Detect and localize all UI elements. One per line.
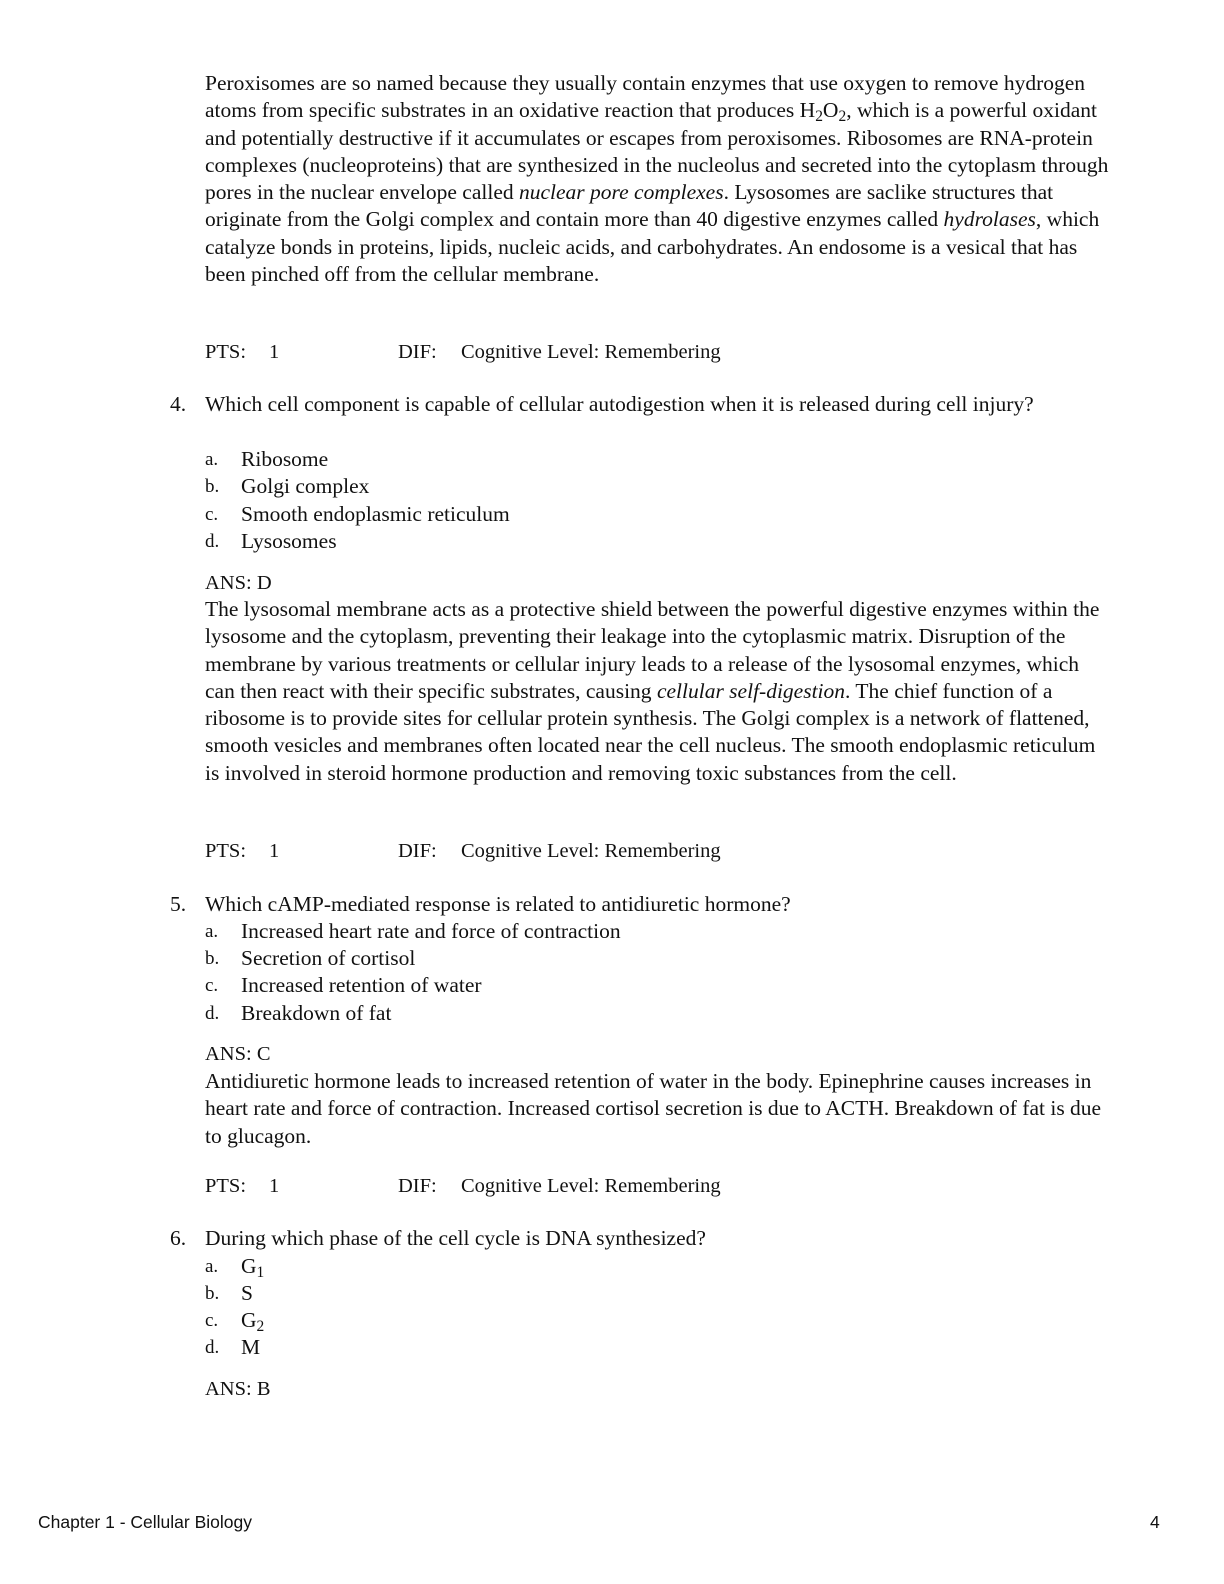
option-text: Secretion of cortisol: [241, 946, 416, 970]
dif-value: Cognitive Level: Remembering: [461, 341, 721, 363]
question-text: Which cAMP-mediated response is related to antidiuretic hormone?: [205, 892, 791, 916]
option-letter: c.: [205, 1310, 219, 1331]
intro-emphasis-2: hydrolases: [943, 207, 1036, 232]
option-text: [241, 1307, 264, 1334]
pts-value: 1: [269, 341, 280, 363]
pts-value: 1: [269, 840, 280, 862]
option-letter: b.: [205, 476, 220, 497]
option-letter: b.: [205, 948, 220, 969]
option-b: [205, 473, 905, 500]
question-number: 5.: [170, 892, 187, 916]
subscript: 1: [256, 1263, 265, 1281]
option-text: [241, 1253, 264, 1280]
rationale: Antidiuretic hormone leads to increased retention of water in the body. Epinephrine causes increases in heart rate and force of contraction. Increased cortisol secretion is due to ACTH. Breakdown of fat is due to glucagon.: [205, 1069, 1102, 1148]
subscript: 2: [815, 108, 823, 126]
intro-emphasis-1: nuclear pore complexes: [519, 180, 724, 205]
option-text: Increased heart rate and force of contraction: [241, 919, 621, 943]
pts-label: PTS:: [205, 341, 247, 363]
option-letter: d.: [205, 1003, 220, 1024]
option-d: [205, 1000, 905, 1027]
option-c: [205, 1307, 905, 1334]
intro-text-1: Peroxisomes are so named because they usually contain enzymes that use oxygen to remove hydrogen atoms from specific substrates in an oxidative reaction that produces H: [205, 71, 1086, 123]
dif-label: DIF:: [398, 840, 437, 862]
dif-label: DIF:: [398, 341, 437, 363]
option-letter: a.: [205, 449, 219, 470]
question-number: 6.: [170, 1226, 187, 1250]
subscript: 2: [256, 1317, 265, 1335]
question-text: Which cell component is capable of cellular autodigestion when it is released during cell injury?: [205, 392, 1034, 416]
option-a: [205, 918, 905, 945]
option-letter: c.: [205, 975, 219, 996]
dif-label: DIF:: [398, 1175, 437, 1197]
rationale-text-2: . The chief function of a ribosome is to provide sites for cellular protein synthesis. The Golgi complex is a network of flattened, smooth vesicles and membranes often located near the cell nucleus. The smooth endoplasmic reticulum is involved in steroid hormone production and removing toxic substances from the cell.: [205, 678, 1096, 785]
option-text: Smooth endoplasmic reticulum: [241, 502, 510, 526]
dif-value: Cognitive Level: Remembering: [461, 1175, 721, 1197]
footer-chapter: Chapter 1 - Cellular Biology: [38, 1512, 252, 1532]
option-text: [241, 1334, 260, 1361]
intro-rationale: [205, 70, 1110, 288]
intro-text-o: O: [822, 98, 839, 123]
option-a: [205, 1253, 905, 1280]
option-letter: a.: [205, 1256, 219, 1277]
question-text: During which phase of the cell cycle is DNA synthesized?: [205, 1226, 706, 1250]
option-text: [241, 1280, 253, 1307]
rationale: [205, 596, 1110, 787]
option-c: [205, 501, 905, 528]
option-d: [205, 528, 905, 555]
option-c: [205, 972, 905, 999]
pts-label: PTS:: [205, 840, 247, 862]
option-text: Ribosome: [241, 447, 329, 471]
option-text-main: G: [241, 1308, 257, 1332]
option-text: Increased retention of water: [241, 973, 482, 997]
option-letter: a.: [205, 921, 219, 942]
answer-label: ANS: D: [205, 572, 272, 594]
option-b: [205, 1280, 905, 1307]
option-text-main: G: [241, 1254, 257, 1278]
option-letter: d.: [205, 531, 220, 552]
option-text-main: S: [241, 1281, 253, 1305]
subscript: 2: [838, 108, 847, 126]
option-text-main: M: [241, 1335, 261, 1359]
option-a: [205, 446, 905, 473]
pts-label: PTS:: [205, 1175, 247, 1197]
option-letter: c.: [205, 504, 219, 525]
option-text: Lysosomes: [241, 529, 337, 553]
option-text: Golgi complex: [241, 474, 370, 498]
intro-text-4: , which catalyze bonds in proteins, lipids, nucleic acids, and carbohydrates. An endosome is a vesical that has been pinched off from the cellular membrane.: [205, 207, 1100, 287]
option-text: Breakdown of fat: [241, 1001, 392, 1025]
option-letter: b.: [205, 1283, 220, 1304]
question-number: 4.: [170, 392, 187, 416]
option-letter: d.: [205, 1337, 220, 1358]
page-number: 4: [1150, 1512, 1160, 1532]
option-d: [205, 1334, 905, 1361]
intro-text-3: . Lysosomes are saclike structures that originate from the Golgi complex and contain more than 40 digestive enzymes called: [205, 180, 1054, 232]
pts-value: 1: [269, 1175, 280, 1197]
rationale-text-1: The lysosomal membrane acts as a protective shield between the powerful digestive enzymes within the lysosome and the cytoplasm, preventing their leakage into the cytoplasmic matrix. Disruption of the membrane by various treatments or cellular injury leads to a release of the lysosomal enzymes, which can then react with their specific substrates, causing: [205, 597, 1100, 703]
intro-text-2: , which is a powerful oxidant and potentially destructive if it accumulates or escapes from peroxisomes. Ribosomes are RNA-protein complexes (nucleoproteins) that are synthesized in the nucleolus and secreted into the cytoplasm through pores in the nuclear envelope called: [205, 98, 1109, 205]
rationale-emphasis: cellular self-digestion: [656, 678, 846, 703]
dif-value: Cognitive Level: Remembering: [461, 840, 721, 862]
answer-label: ANS: B: [205, 1378, 271, 1400]
answer-label: ANS: C: [205, 1043, 271, 1065]
option-b: [205, 945, 905, 972]
